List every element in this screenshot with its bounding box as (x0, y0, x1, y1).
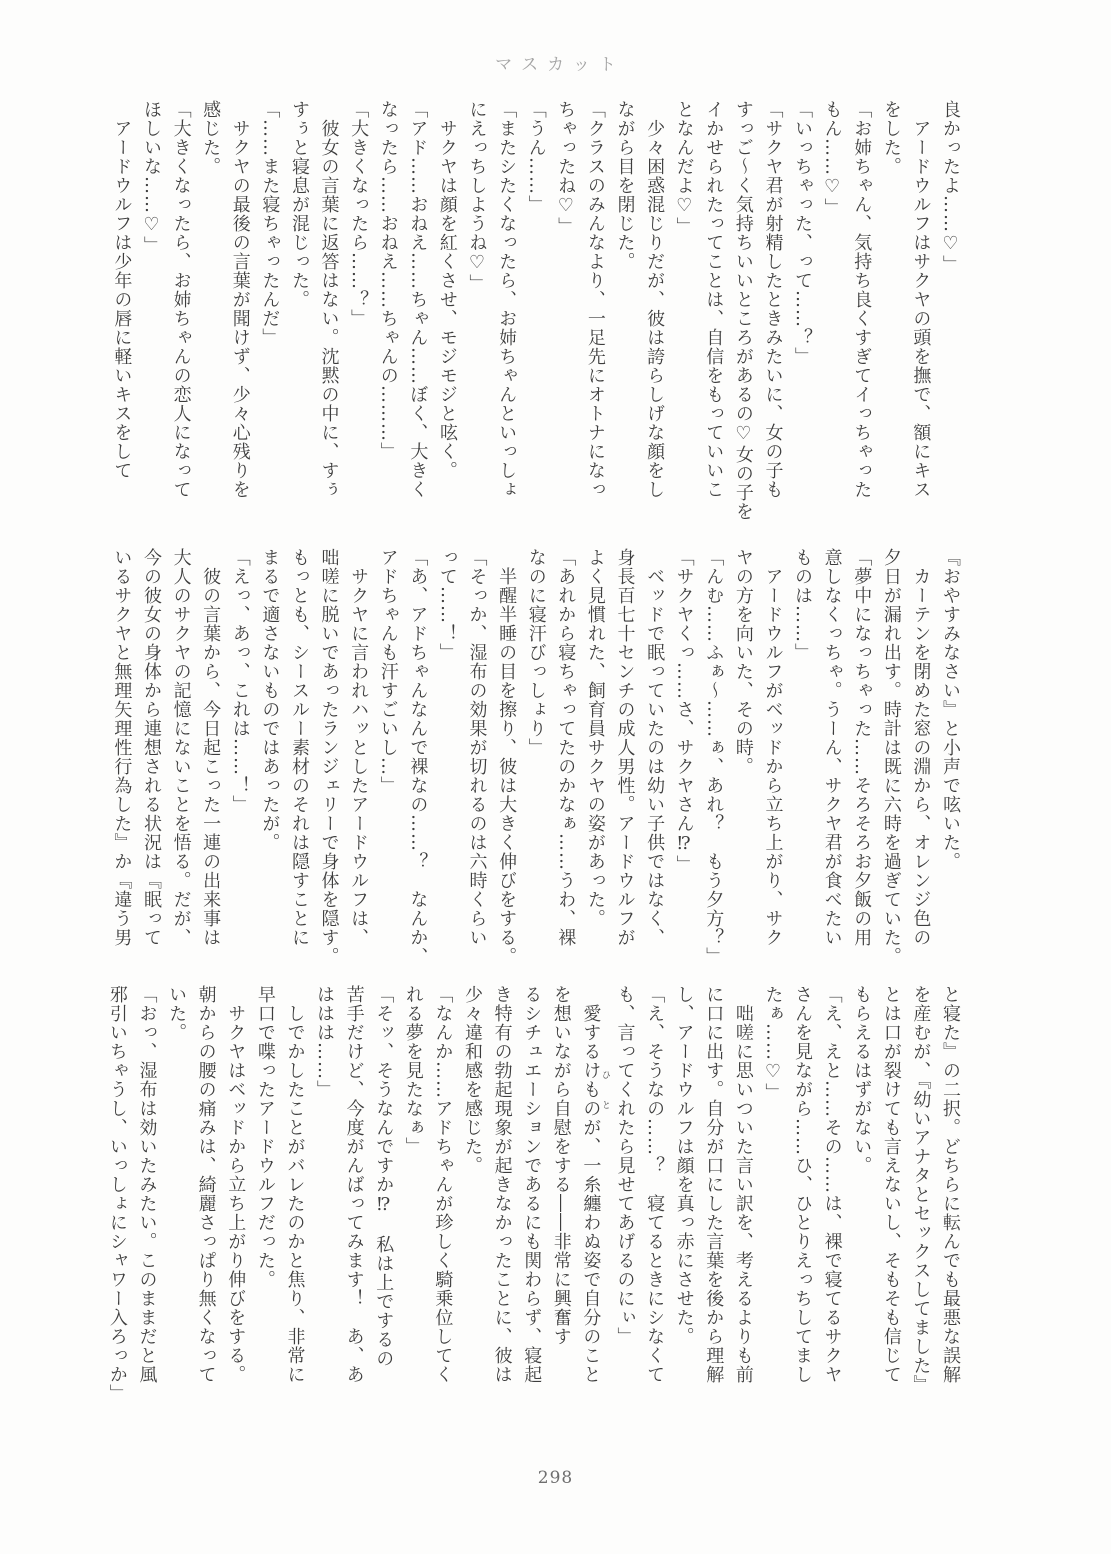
text-column: サクヤの最後の言葉が聞けず、少々心残りを (229, 100, 251, 499)
text-column: 「……また寝ちゃったんだ」 (259, 100, 281, 347)
text-column: イかせられたってことは、自信をもっていいこ (703, 100, 725, 499)
text-column: 夕日が漏れ出す。時計は既に六時を過ぎていた。 (880, 548, 902, 966)
text-column: アードウルフは少年の唇に軽いキスをして (111, 100, 133, 480)
text-column: ほしいな……♡」 (140, 100, 162, 255)
text-column: 「あれから寝ちゃってたのかなぁ……うわ、裸 (555, 548, 577, 947)
text-column: カーテンを閉めた窓の淵から、オレンジ色の (910, 548, 932, 947)
text-column: き特有の勃起現象が起きなかったことに、彼は (491, 985, 513, 1384)
text-column: 「大きくなったら、お姉ちゃんの恋人になって (170, 100, 192, 499)
text-band-top (107, 100, 965, 521)
text-column: 彼の言葉から、今日起こった一連の出来事は (200, 548, 222, 947)
furigana-ruby: けものひと (580, 1061, 610, 1118)
text-column: 「サクヤくっ……さ、サクヤさん⁉」 (673, 548, 695, 874)
text-column: さんを見ながら……ひ、ひとりえっちしてまし (792, 985, 814, 1384)
text-column: 咄嗟に脱いであったランジェリーで身体を隠す。 (318, 548, 340, 966)
text-column: 『おやすみなさい』と小声で呟いた。 (940, 548, 961, 871)
text-column: 「うん……」 (525, 100, 547, 214)
text-column: いるサクヤと無理矢理性行為した』か『違う男 (111, 548, 133, 947)
text-column: 「アド……おねえ……ちゃん……ぼく、大きく (407, 100, 429, 499)
text-column: るシチュエーションであるにも関わらず、寝起 (521, 985, 543, 1384)
text-column: にえっちしようね♡」 (466, 100, 488, 293)
text-column: 「いっちゃった、って……？」 (792, 100, 814, 366)
text-column: 邪引いちゃうし、いっしょにシャワー入ろっか」 (106, 985, 128, 1403)
text-column: し、アードウルフは顔を真っ赤にさせた。 (673, 985, 695, 1346)
text-column: 「おっ、湿布は効いたみたい。このままだと風 (136, 985, 158, 1384)
text-column: 「あ、アドちゃんなんで裸なの……？ なんか、 (407, 548, 429, 966)
text-column: 早口で喋ったアードウルフだった。 (254, 985, 276, 1289)
text-column: 身長百七十センチの成人男性。アードウルフが (614, 548, 636, 947)
text-column: 「クラスのみんなより、一足先にオトナになっ (584, 100, 606, 499)
text-column: サクヤは顔を紅くさせ、モジモジと呟く。 (436, 100, 458, 480)
text-column: 少々違和感を感じた。 (462, 985, 483, 1175)
page-number: 298 (537, 1468, 574, 1488)
text-column: まるで適さないものではあったが。 (259, 548, 281, 852)
text-column: アドちゃんも汗すごいし…」 (377, 548, 399, 795)
text-column: もん……♡」 (821, 100, 843, 217)
text-column: ベッドで眠っていたのは幼い子供ではなく、 (644, 548, 666, 947)
text-column: 「大きくなったら……？」 (348, 100, 370, 328)
text-column: すっご〜く気持ちいいところがあるの♡女の子を (732, 100, 754, 521)
text-column: 「え、えと……その……は、裸で寝てるサクヤ (821, 985, 843, 1384)
text-column: ヤの方を向いた、その時。 (732, 548, 754, 776)
text-column: 今の彼女の身体から連想される状況は『眠って (140, 548, 162, 947)
text-column: たぁ……♡」 (762, 985, 784, 1102)
text-column: アードウルフはサクヤの頭を撫で、額にキス (910, 100, 932, 499)
text-column: サクヤに言われハッとしたアードウルフは、 (348, 548, 370, 947)
text-column: 「そっか、湿布の効果が切れるのは六時くらい (466, 548, 488, 947)
text-column: 咄嗟に思いついた言い訳を、考えるよりも前 (732, 985, 754, 1384)
text-column: とは口が裂けても言えないし、そもそも信じて (880, 985, 902, 1384)
text-column: 大人のサクヤの記憶にないことを悟る。だが、 (170, 548, 192, 947)
text-column: 意しなくっちゃ。うーん、サクヤ君が食べたい (821, 548, 843, 947)
text-column: 半醒半睡の目を擦り、彼は大きく伸びをする。 (496, 548, 518, 966)
text-column: に口に出す。自分が口にした言葉を後から理解 (703, 985, 725, 1384)
text-column: ははは……」 (314, 985, 336, 1099)
text-column: 苦手だけど、今度がんばってみます！ あ、あ (343, 985, 365, 1384)
text-column: と寝た』の二択。どちらに転んでも最悪な誤解 (940, 985, 961, 1384)
text-column: ながら目を閉じた。 (614, 100, 636, 271)
text-column: れる夢を見たなぁ」 (402, 985, 424, 1156)
text-column: って……！」 (436, 548, 458, 662)
text-column: しでかしたことがバレたのかと焦り、非常に (284, 985, 306, 1384)
text-column: なのに寝汗びっしょり」 (525, 548, 547, 757)
text-column: ちゃったね♡」 (555, 100, 577, 236)
text-column: を想いながら自慰をする――非常に興奮す (550, 985, 572, 1346)
text-column: なったら……おねえ……ちゃんの………」 (377, 100, 399, 461)
text-column: よく見慣れた、飼育員サクヤの姿があった。 (584, 548, 606, 928)
page-header-title: マスカット (495, 55, 625, 75)
text-column: 良かったよ……♡」 (940, 100, 961, 274)
text-column: も、言ってくれたら見せてあげるのにぃ」 (614, 985, 636, 1346)
text-column: となんだよ♡」 (673, 100, 695, 236)
text-column: 「え、そうなの……？ 寝てるときにシなくて (644, 985, 666, 1384)
text-column: 「なんか……アドちゃんが珍しく騎乗位してく (432, 985, 454, 1384)
text-column: をした。 (880, 100, 902, 176)
text-column: 「そッ、そうなんですか⁉ 私は上でするの (373, 985, 395, 1368)
text-column: ものは……」 (792, 548, 814, 662)
text-column: アードウルフがベッドから立ち上がり、サク (762, 548, 784, 947)
text-column: すぅと寝息が混じった。 (288, 100, 310, 309)
text-column: を産むが、『幼いアナタとセックスしてました』 (910, 985, 932, 1394)
text-column: 「夢中になっちゃった……そろそろお夕飯の用 (851, 548, 873, 947)
text-band-middle (107, 548, 965, 966)
text-column: 「またシたくなったら、お姉ちゃんといっしょ (496, 100, 518, 499)
text-column: 朝からの腰の痛みは、綺麗さっぱり無くなって (195, 985, 217, 1384)
text-column: もっとも、シースルー素材のそれは隠すことに (288, 548, 310, 947)
text-column: 「んむ……ふぁ〜……ぁ、あれ？ もう夕方？」 (703, 548, 725, 966)
text-column: 感じた。 (200, 100, 222, 176)
text-column: 「えっ、あっ、これは……！」 (229, 548, 251, 814)
text-column: 「お姉ちゃん、気持ち良くすぎてイっちゃった (851, 100, 873, 499)
text-band-bottom (102, 985, 965, 1403)
text-column: 少々困惑混じりだが、彼は誇らしげな顔をし (644, 100, 666, 499)
text-column: もらえるはずがない。 (851, 985, 873, 1175)
text-column: いた。 (166, 985, 188, 1042)
text-column: 愛するけものひとが、一糸纏わぬ姿で自分のこと (580, 985, 610, 1384)
text-column: サクヤはベッドから立ち上がり伸びをする。 (225, 985, 247, 1384)
text-column: 彼女の言葉に返答はない。沈黙の中に、すぅ (318, 100, 340, 499)
text-column: 「サクヤ君が射精したときみたいに、女の子も (762, 100, 784, 499)
